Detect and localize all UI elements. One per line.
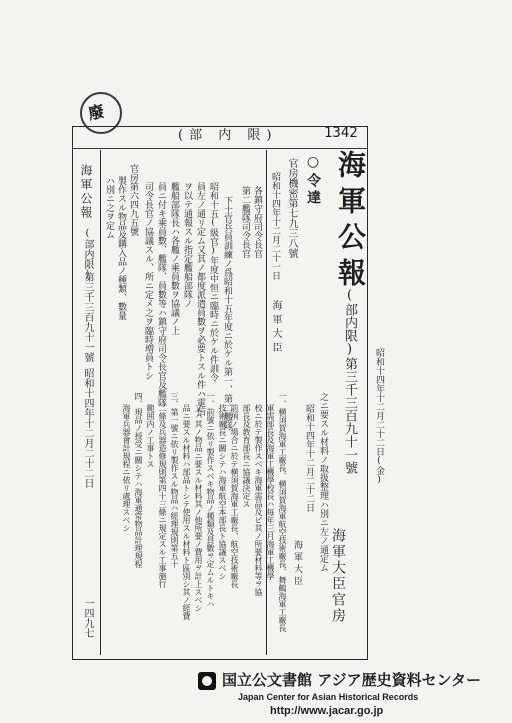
order1-body-line: 員ニ付キ乘員數、艦隊、員數等ハ鎮守府司令長官及艦隊	[156, 182, 166, 407]
rc-item: 四、現品ノ授受ニ關シテハ海軍通常物品計理規程	[134, 392, 143, 568]
rc-item: 又ハ其ノ物品ニ要スル材料其ノ他所要ノ費用ヲ計上スベシ	[194, 404, 203, 612]
rc-intro: 之ニ要スル材料ノ取扱整理ハ別ニ左ノ通定ム	[318, 392, 328, 572]
rc-signer: 海軍大臣	[292, 540, 302, 588]
issue-date: 昭和十四年十二月二十二日(金)	[374, 348, 384, 485]
order1-body-line: 艦船部隊長ハ各艦ノ乘員數ヲ協議ノ上	[169, 182, 179, 335]
order2-line: ハ別ニ之ヲ定ム	[104, 176, 114, 239]
order2-number: 官房第六四九五號	[128, 164, 138, 236]
section-order-heading: ○令達	[305, 154, 321, 207]
order1-issuer: 海軍大臣	[270, 300, 281, 356]
rc-item: 一、横須賀海軍工廠長、横須賀海軍航空技術廠長、舞鶴海軍工廠長	[278, 392, 287, 632]
order1-body-line: 下士官兵員訓練ノ爲昭和十五年度ニ於ケル第一、第二艦隊	[222, 196, 232, 430]
rc-item: 三、第一號ニ依リ製作スル物品ハ經理規則第五十	[170, 392, 179, 568]
rc-item: 海軍兵器會計規程ニ依リ處理スベシ	[122, 404, 131, 532]
publisher: 海軍大臣官房	[330, 528, 346, 624]
rc-item: 前項ノ場合ニ於テ横須賀海軍工廠長、航空技術廠長	[230, 404, 239, 588]
margin-label: (部内限)	[82, 228, 93, 280]
margin-issue: 第三千三百九十一號	[82, 272, 93, 362]
order1-body-line: ヲ以テ通報スル指定艦船部隊ノ	[182, 182, 192, 308]
margin-page: 一四九七	[82, 598, 93, 638]
rc-item: 品ニ要スル材料ハ部品トシテ使用スル材料ト區別シ其ノ經費	[182, 404, 191, 620]
issue-number: (部内限)第三千三百九十一號	[342, 288, 357, 474]
rc-date: 昭和十四年十二月二十二日	[304, 404, 314, 512]
margin-title: 海軍公報	[79, 164, 93, 220]
rc-item: 軍需部長及海軍工機學校長ハ毎年三月海軍工機學	[266, 404, 275, 580]
order1-date: 昭和十四年十二月二十一日	[270, 172, 280, 280]
page-number: 1342	[324, 125, 358, 141]
jacar-logo-icon	[198, 672, 216, 690]
rc-item: 部長及教育部長ニ協議決定ス	[242, 404, 251, 508]
order1-addressee: 第二艦隊司令長官	[240, 186, 250, 258]
classification-label: (部 内 限)	[178, 128, 278, 143]
rc-item: 校ニ於テ製作スベキ海軍需品及ビ其ノ所要材料等ヲ協	[254, 404, 263, 596]
rc-item: 範囲内ノ工事トス	[146, 404, 155, 468]
stamp-glyph: 廢	[86, 101, 107, 124]
footer-org: 国立公文書館 アジア歴史資料センター	[222, 671, 482, 689]
footer-org-en: Japan Center for Asian Historical Records	[238, 692, 419, 702]
column-divider-left	[100, 150, 101, 655]
order1-body-line: 員左ノ通リ定ム又其ノ都度派遣員數ヲ必要トスル件ハ電信	[195, 182, 205, 416]
margin-date: 昭和十四年十二月二十二日	[82, 368, 93, 488]
rc-item: 技術廠長ニ關シテハ海軍航空本部長ト協議スベシ	[218, 404, 227, 580]
rc-item: 二條及兵器造修規則第四十三條ニ規定スル工事施行	[158, 404, 167, 588]
footer-url: http://www.jacar.go.jp	[270, 705, 384, 717]
order1-body-line: 司令長官ノ協議スル、所ニ定メ之ヲ臨時増員トシ	[143, 182, 153, 380]
order2-line: 製作スル物品及購入品ノ種類、數量	[116, 176, 126, 320]
rc-item: 一、前號ニ依リ製作スベキ物品ノ種類及員數ヲ定ムルトキハ	[206, 392, 215, 608]
gazette-title: 海軍公報	[334, 150, 367, 294]
order1-number: 官房機密第七九三八號	[286, 158, 297, 258]
order1-addressee: 各鎮守府司令長官	[252, 186, 262, 258]
order1-body-line: 昭和十五(級官)年度中恒ニ臨時ニ於ケル件訓令	[208, 182, 218, 382]
